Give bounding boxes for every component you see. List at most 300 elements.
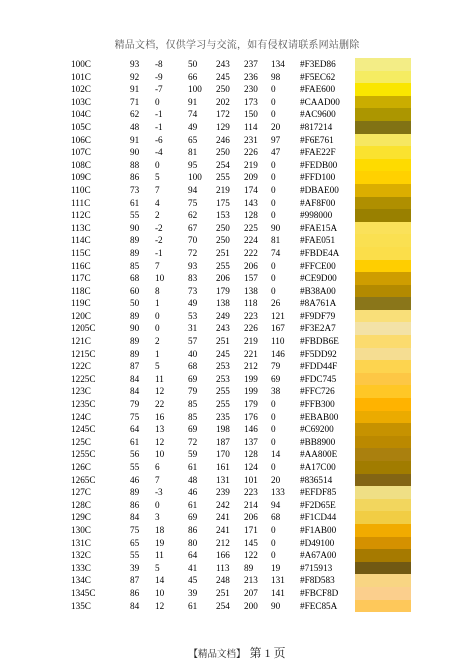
lab-l-value: 87 — [130, 361, 140, 372]
rgb-b-value: 121 — [271, 310, 285, 321]
hex-value: #8A761A — [300, 298, 337, 309]
rgb-r-value: 255 — [216, 172, 230, 183]
rgb-r-value: 249 — [216, 310, 230, 321]
lab-l-value: 84 — [130, 600, 140, 611]
color-swatch — [355, 209, 411, 222]
hex-value: #FBDE4A — [300, 247, 340, 258]
lab-l-value: 71 — [130, 96, 140, 107]
lab-a-value: 12 — [155, 600, 165, 611]
table-row — [0, 398, 474, 411]
rgb-g-value: 237 — [244, 59, 258, 69]
rgb-g-value: 231 — [244, 134, 258, 145]
hex-value: #F6E761 — [300, 134, 334, 145]
rgb-b-value: 131 — [271, 575, 285, 586]
rgb-b-value: 0 — [271, 424, 276, 435]
rgb-b-value: 0 — [271, 273, 276, 284]
color-swatch — [355, 385, 411, 398]
hex-value: #FFCE00 — [300, 260, 336, 271]
rgb-b-value: 0 — [271, 524, 276, 535]
lab-b-value: 69 — [188, 424, 198, 435]
rgb-b-value: 0 — [271, 84, 276, 95]
rgb-r-value: 170 — [216, 449, 230, 460]
lab-l-value: 61 — [130, 197, 140, 208]
rgb-r-value: 212 — [216, 537, 230, 548]
lab-a-value: 5 — [155, 172, 160, 183]
rgb-b-value: 0 — [271, 436, 276, 447]
rgb-g-value: 226 — [244, 147, 258, 158]
rgb-r-value: 179 — [216, 285, 230, 296]
rgb-b-value: 20 — [271, 121, 281, 132]
rgb-g-value: 89 — [244, 562, 254, 573]
rgb-g-value: 122 — [244, 550, 258, 561]
hex-value: #FAE15A — [300, 222, 338, 233]
color-swatch — [355, 549, 411, 562]
rgb-b-value: 90 — [271, 222, 281, 233]
rgb-g-value: 128 — [244, 210, 258, 221]
hex-value: #FDD44F — [300, 361, 338, 372]
color-code: 1265C — [71, 474, 96, 485]
hex-value: #A67A00 — [300, 550, 337, 561]
lab-l-value: 64 — [130, 424, 140, 435]
lab-b-value: 81 — [188, 147, 198, 158]
rgb-g-value: 206 — [244, 260, 258, 271]
color-swatch — [355, 159, 411, 172]
hex-value: #F1CD44 — [300, 512, 337, 523]
hex-value: #F1AB00 — [300, 524, 337, 535]
lab-l-value: 75 — [130, 524, 140, 535]
lab-a-value: 8 — [155, 285, 160, 296]
lab-l-value: 55 — [130, 462, 140, 472]
rgb-g-value: 114 — [244, 121, 258, 132]
lab-b-value: 95 — [188, 159, 198, 170]
color-swatch — [355, 58, 411, 71]
lab-l-value: 50 — [130, 298, 140, 309]
rgb-r-value: 239 — [216, 487, 230, 498]
lab-a-value: 10 — [155, 273, 165, 284]
rgb-g-value: 222 — [244, 247, 258, 258]
rgb-b-value: 167 — [271, 323, 285, 334]
color-code: 105C — [71, 121, 91, 132]
lab-a-value: -4 — [155, 147, 163, 158]
rgb-r-value: 253 — [216, 373, 230, 384]
color-code: 119C — [71, 298, 91, 309]
color-code: 134C — [71, 575, 91, 586]
rgb-b-value: 0 — [271, 172, 276, 183]
table-row — [0, 385, 474, 398]
table-row — [0, 600, 474, 613]
color-code: 130C — [71, 524, 91, 535]
lab-b-value: 83 — [188, 273, 198, 284]
lab-l-value: 65 — [130, 537, 140, 548]
table-row — [0, 511, 474, 524]
rgb-g-value: 174 — [244, 184, 258, 195]
rgb-r-value: 251 — [216, 336, 230, 347]
rgb-b-value: 0 — [271, 96, 276, 107]
color-swatch — [355, 474, 411, 487]
table-row — [0, 247, 474, 260]
color-code: 124C — [71, 411, 91, 422]
rgb-g-value: 124 — [244, 462, 258, 472]
rgb-b-value: 79 — [271, 361, 281, 372]
rgb-r-value: 255 — [216, 260, 230, 271]
page-footer — [0, 644, 474, 661]
rgb-g-value: 209 — [244, 172, 258, 183]
rgb-b-value: 0 — [271, 462, 276, 472]
rgb-g-value: 223 — [244, 487, 258, 498]
hex-value: #EFDF85 — [300, 487, 337, 498]
color-swatch — [355, 423, 411, 436]
lab-a-value: 12 — [155, 386, 165, 397]
rgb-r-value: 131 — [216, 474, 230, 485]
color-code: 101C — [71, 71, 91, 82]
table-row — [0, 411, 474, 424]
lab-b-value: 41 — [188, 562, 198, 573]
rgb-b-value: 133 — [271, 487, 285, 498]
lab-a-value: 7 — [155, 184, 160, 195]
rgb-r-value: 198 — [216, 424, 230, 435]
lab-a-value: 22 — [155, 399, 165, 410]
color-code: 132C — [71, 550, 91, 561]
hex-value: #715913 — [300, 562, 333, 573]
lab-a-value: -8 — [155, 59, 163, 69]
rgb-b-value: 19 — [271, 562, 281, 573]
rgb-r-value: 254 — [216, 600, 230, 611]
rgb-g-value: 200 — [244, 600, 258, 611]
table-row — [0, 209, 474, 222]
color-code: 1225C — [71, 373, 96, 384]
lab-a-value: -1 — [155, 109, 163, 120]
lab-l-value: 62 — [130, 109, 140, 120]
rgb-b-value: 0 — [271, 197, 276, 208]
color-swatch — [355, 260, 411, 273]
lab-l-value: 79 — [130, 399, 140, 410]
rgb-g-value: 219 — [244, 159, 258, 170]
color-code: 108C — [71, 159, 91, 170]
table-row — [0, 159, 474, 172]
rgb-r-value: 245 — [216, 348, 230, 359]
hex-value: #D49100 — [300, 537, 335, 548]
lab-b-value: 85 — [188, 399, 198, 410]
color-code: 114C — [71, 235, 91, 246]
table-row — [0, 184, 474, 197]
lab-a-value: 13 — [155, 424, 165, 435]
lab-b-value: 91 — [188, 96, 198, 107]
lab-b-value: 53 — [188, 310, 198, 321]
rgb-r-value: 202 — [216, 96, 230, 107]
rgb-g-value: 212 — [244, 361, 258, 372]
rgb-g-value: 206 — [244, 512, 258, 523]
table-row — [0, 587, 474, 600]
lab-a-value: 10 — [155, 587, 165, 598]
lab-b-value: 40 — [188, 348, 198, 359]
rgb-r-value: 255 — [216, 399, 230, 410]
color-swatch — [355, 448, 411, 461]
lab-a-value: 2 — [155, 336, 160, 347]
color-swatch — [355, 600, 411, 613]
color-swatch — [355, 574, 411, 587]
color-swatch — [355, 146, 411, 159]
table-row — [0, 423, 474, 436]
color-swatch — [355, 562, 411, 575]
rgb-g-value: 138 — [244, 285, 258, 296]
table-row — [0, 83, 474, 96]
lab-b-value: 49 — [188, 298, 198, 309]
rgb-g-value: 225 — [244, 222, 258, 233]
color-table — [0, 58, 474, 612]
lab-l-value: 92 — [130, 71, 140, 82]
hex-value: #CE9D00 — [300, 273, 337, 284]
table-row — [0, 171, 474, 184]
table-row — [0, 461, 474, 474]
hex-value: #F9DF79 — [300, 310, 336, 321]
hex-value: #F8D583 — [300, 575, 335, 586]
lab-b-value: 57 — [188, 336, 198, 347]
rgb-r-value: 245 — [216, 71, 230, 82]
color-swatch — [355, 537, 411, 550]
lab-a-value: 10 — [155, 449, 165, 460]
color-code: 129C — [71, 512, 91, 523]
hex-value: #AA800E — [300, 449, 338, 460]
rgb-r-value: 153 — [216, 210, 230, 221]
table-row — [0, 297, 474, 310]
watermark-header: 精品文档，仅供学习与交流，如有侵权请联系网站删除 — [114, 40, 360, 51]
color-swatch — [355, 499, 411, 512]
rgb-b-value: 20 — [271, 474, 281, 485]
rgb-b-value: 0 — [271, 109, 276, 120]
color-swatch — [355, 96, 411, 109]
lab-a-value: 2 — [155, 210, 160, 221]
rgb-r-value: 248 — [216, 575, 230, 586]
rgb-r-value: 129 — [216, 121, 230, 132]
color-swatch — [355, 398, 411, 411]
color-swatch — [355, 197, 411, 210]
rgb-b-value: 110 — [271, 336, 285, 347]
color-swatch — [355, 134, 411, 147]
hex-value: #FAE22F — [300, 147, 336, 158]
rgb-b-value: 68 — [271, 512, 281, 523]
rgb-r-value: 113 — [216, 562, 230, 573]
rgb-r-value: 172 — [216, 109, 230, 120]
color-code: 122C — [71, 361, 91, 372]
lab-l-value: 90 — [130, 222, 140, 233]
rgb-b-value: 14 — [271, 449, 281, 460]
lab-b-value: 45 — [188, 575, 198, 586]
lab-b-value: 46 — [188, 487, 198, 498]
table-row — [0, 222, 474, 235]
lab-l-value: 89 — [130, 487, 140, 498]
color-swatch — [355, 411, 411, 424]
lab-b-value: 62 — [188, 210, 198, 221]
hex-value: #BB8900 — [300, 436, 336, 447]
lab-b-value: 72 — [188, 247, 198, 258]
rgb-r-value: 250 — [216, 235, 230, 246]
color-swatch — [355, 461, 411, 474]
table-row — [0, 146, 474, 159]
rgb-g-value: 226 — [244, 323, 258, 334]
lab-a-value: 12 — [155, 436, 165, 447]
color-code: 102C — [71, 84, 91, 95]
lab-a-value: 11 — [155, 373, 164, 384]
hex-value: #A17C00 — [300, 462, 336, 472]
table-row — [0, 499, 474, 512]
color-swatch — [355, 360, 411, 373]
lab-l-value: 84 — [130, 512, 140, 523]
hex-value: #DBAE00 — [300, 184, 339, 195]
lab-l-value: 55 — [130, 210, 140, 221]
color-code: 115C — [71, 247, 91, 258]
lab-l-value: 91 — [130, 134, 140, 145]
lab-l-value: 88 — [130, 159, 140, 170]
lab-b-value: 75 — [188, 197, 198, 208]
color-code: 1245C — [71, 424, 96, 435]
lab-l-value: 91 — [130, 84, 140, 95]
lab-l-value: 90 — [130, 147, 140, 158]
lab-a-value: 0 — [155, 159, 160, 170]
lab-b-value: 67 — [188, 222, 198, 233]
rgb-g-value: 171 — [244, 524, 258, 535]
hex-value: #998000 — [300, 210, 333, 221]
lab-l-value: 89 — [130, 336, 140, 347]
lab-b-value: 61 — [188, 600, 198, 611]
rgb-b-value: 90 — [271, 600, 281, 611]
table-row — [0, 134, 474, 147]
rgb-g-value: 145 — [244, 537, 258, 548]
rgb-g-value: 157 — [244, 273, 258, 284]
rgb-r-value: 242 — [216, 499, 230, 510]
lab-l-value: 55 — [130, 550, 140, 561]
lab-b-value: 64 — [188, 550, 198, 561]
rgb-r-value: 206 — [216, 273, 230, 284]
color-code: 107C — [71, 147, 91, 158]
lab-b-value: 59 — [188, 449, 198, 460]
hex-value: #FFC726 — [300, 386, 335, 397]
rgb-b-value: 47 — [271, 147, 281, 158]
lab-a-value: -1 — [155, 121, 163, 132]
rgb-g-value: 213 — [244, 575, 258, 586]
rgb-b-value: 98 — [271, 71, 281, 82]
lab-a-value: 0 — [155, 310, 160, 321]
rgb-b-value: 69 — [271, 373, 281, 384]
hex-value: #FBDB6E — [300, 336, 339, 347]
rgb-g-value: 143 — [244, 197, 258, 208]
table-row — [0, 335, 474, 348]
rgb-b-value: 81 — [271, 235, 281, 246]
table-row — [0, 524, 474, 537]
table-row — [0, 310, 474, 323]
table-row — [0, 348, 474, 361]
lab-a-value: 6 — [155, 462, 160, 472]
color-swatch — [355, 272, 411, 285]
rgb-g-value: 101 — [244, 474, 258, 485]
table-row — [0, 360, 474, 373]
table-row — [0, 121, 474, 134]
rgb-b-value: 0 — [271, 210, 276, 221]
color-code: 127C — [71, 487, 91, 498]
rgb-g-value: 207 — [244, 587, 258, 598]
rgb-g-value: 128 — [244, 449, 258, 460]
rgb-g-value: 214 — [244, 499, 258, 510]
rgb-r-value: 161 — [216, 462, 230, 472]
color-swatch — [355, 348, 411, 361]
rgb-r-value: 241 — [216, 512, 230, 523]
lab-a-value: 1 — [155, 298, 160, 309]
rgb-r-value: 219 — [216, 184, 230, 195]
lab-a-value: 3 — [155, 512, 160, 523]
lab-b-value: 66 — [188, 71, 198, 82]
color-code: 117C — [71, 273, 91, 284]
rgb-b-value: 0 — [271, 285, 276, 296]
rgb-g-value: 150 — [244, 109, 258, 120]
table-row — [0, 322, 474, 335]
color-code: 118C — [71, 285, 91, 296]
table-row — [0, 96, 474, 109]
lab-b-value: 93 — [188, 260, 198, 271]
rgb-r-value: 253 — [216, 361, 230, 372]
rgb-b-value: 97 — [271, 134, 281, 145]
lab-b-value: 85 — [188, 411, 198, 422]
color-code: 103C — [71, 96, 91, 107]
lab-b-value: 39 — [188, 587, 198, 598]
color-code: 111C — [71, 197, 91, 208]
color-swatch — [355, 297, 411, 310]
table-row — [0, 108, 474, 121]
lab-a-value: 19 — [155, 537, 165, 548]
color-swatch — [355, 71, 411, 84]
table-row — [0, 285, 474, 298]
color-code: 106C — [71, 134, 91, 145]
table-row — [0, 373, 474, 386]
lab-l-value: 68 — [130, 273, 140, 284]
lab-l-value: 75 — [130, 411, 140, 422]
lab-a-value: 18 — [155, 524, 165, 535]
lab-a-value: -6 — [155, 134, 163, 145]
rgb-r-value: 250 — [216, 222, 230, 233]
lab-b-value: 48 — [188, 474, 198, 485]
color-code: 128C — [71, 499, 91, 510]
lab-a-value: -2 — [155, 222, 163, 233]
color-code: 1345C — [71, 587, 96, 598]
lab-l-value: 48 — [130, 121, 140, 132]
rgb-g-value: 173 — [244, 96, 258, 107]
color-code: 113C — [71, 222, 91, 233]
lab-l-value: 86 — [130, 587, 140, 598]
table-row — [0, 436, 474, 449]
rgb-b-value: 94 — [271, 499, 281, 510]
page-number: 第 1 页 — [249, 646, 286, 660]
hex-value: #B38A00 — [300, 285, 336, 296]
color-code: 121C — [71, 336, 91, 347]
table-row — [0, 486, 474, 499]
lab-b-value: 72 — [188, 436, 198, 447]
color-swatch — [355, 247, 411, 260]
hex-value: #817214 — [300, 121, 333, 132]
lab-l-value: 60 — [130, 285, 140, 296]
lab-l-value: 56 — [130, 449, 140, 460]
lab-b-value: 100 — [188, 172, 202, 183]
lab-l-value: 85 — [130, 260, 140, 271]
color-swatch — [355, 121, 411, 134]
color-swatch — [355, 108, 411, 121]
rgb-b-value: 0 — [271, 159, 276, 170]
lab-a-value: 7 — [155, 474, 160, 485]
color-code: 133C — [71, 562, 91, 573]
color-code: 1235C — [71, 399, 96, 410]
lab-a-value: 11 — [155, 550, 164, 561]
rgb-b-value: 0 — [271, 399, 276, 410]
lab-b-value: 61 — [188, 462, 198, 472]
lab-a-value: 5 — [155, 361, 160, 372]
lab-l-value: 89 — [130, 235, 140, 246]
